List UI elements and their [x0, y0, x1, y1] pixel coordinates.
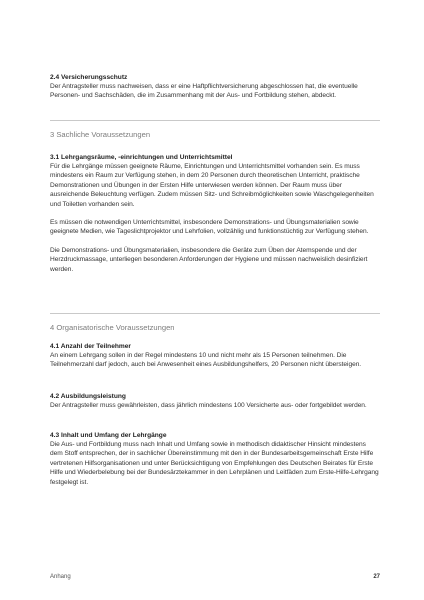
- paragraph-versicherungsschutz: Der Antragsteller muss nachweisen, dass er eine Haftpflichtversicherung abgeschlossen hat, die eventuelle Personen- und Sachschäden, die im Zusammenhang mit der Aus- und Fortbildung stehen, abdeckt.: [50, 83, 358, 100]
- section-4-1: [50, 342, 380, 370]
- section-4-2: [50, 392, 380, 410]
- paragraph-raeume: Für die Lehrgänge müssen geeignete Räume, Einrichtungen und Unterrichtsmittel vorhanden sein. Es muss mindestens ein Raum zur Verfügung stehen, in dem 20 Personen durch theoretischen Unterricht, praktische Demonstrationen und Übungen in der Ersten Hilfe unterwiesen werden können. Der Raum muss über ausreichende Beleuchtung verfügen. Zudem müssen Sitz- und Schreibmöglichkeiten sowie Waschgelegenheiten und Toiletten vorhanden sein.: [50, 163, 374, 208]
- paragraph-demonstrationsmaterialien: Die Demonstrations- und Übungsmaterialien, insbesondere die Geräte zum Üben der Atemspende und der Herzdruckmassage, unterliegen besonderen Anforderungen der Hygiene und müssen nachweislich desinfiziert werden.: [50, 246, 368, 273]
- heading-anzahl-teilnehmer: 4.1 Anzahl der Teilnehmer: [50, 343, 131, 350]
- heading-lehrgangsraeume: 3.1 Lehrgangsräume, -einrichtungen und Unterrichtsmittel: [50, 154, 233, 161]
- section-3: [50, 130, 380, 140]
- paragraph-inhalt-umfang: Die Aus- und Fortbildung muss nach Inhalt und Umfang sowie in methodisch didaktischer Hinsicht mindestens dem Stoff entsprechen, der in sachlicher Übereinstimmung mit den in der Bundesarbeitsgemeinschaft Erste Hilfe vertretenen Hilfsorganisationen und unter Berücksichtigung von Empfehlungen des Deutschen Beirates für Erste Hilfe und Wiederbelebung bei der Bundesärztekammer in den Lehrplänen und Leitfäden zum Erste-Hilfe-Lehrgang festgelegt ist.: [50, 441, 379, 486]
- section-3-1: [50, 153, 380, 274]
- paragraph-ausbildungsleistung: Der Antragsteller muss gewährleisten, dass jährlich mindestens 100 Versicherte aus- oder fortgebildet werden.: [50, 402, 367, 409]
- footer-section-label: Anhang: [50, 574, 71, 580]
- heading-organisatorische-voraussetzungen: 4 Organisatorische Voraussetzungen: [50, 323, 175, 332]
- heading-sachliche-voraussetzungen: 3 Sachliche Voraussetzungen: [50, 130, 151, 139]
- page-number: 27: [373, 574, 380, 580]
- heading-ausbildungsleistung: 4.2 Ausbildungsleistung: [50, 393, 126, 400]
- section-divider: [50, 313, 380, 314]
- heading-inhalt-umfang: 4.3 Inhalt und Umfang der Lehrgänge: [50, 432, 167, 439]
- paragraph-unterrichtsmittel: Es müssen die notwendigen Unterrichtsmittel, insbesondere Demonstrations- und Übungsmaterialien sowie geeignete Medien, wie Tageslichtprojektor und Lehrfolien, vollzählig und funktionstüchtig zur Verfügung stehen.: [50, 219, 369, 236]
- section-2-4: [50, 73, 380, 101]
- paragraph-anzahl-teilnehmer: An einem Lehrgang sollen in der Regel mindestens 10 und nicht mehr als 15 Personen teilnehmen. Die Teilnehmerzahl darf jedoch, auch bei Anwesenheit eines Ausbildungshelfers, 20 Personen nicht übersteigen.: [50, 352, 362, 369]
- section-4-3: [50, 431, 380, 487]
- heading-versicherungsschutz: 2.4 Versicherungsschutz: [50, 74, 128, 81]
- document-page: [50, 0, 380, 600]
- section-4: [50, 323, 380, 333]
- section-divider: [50, 120, 380, 121]
